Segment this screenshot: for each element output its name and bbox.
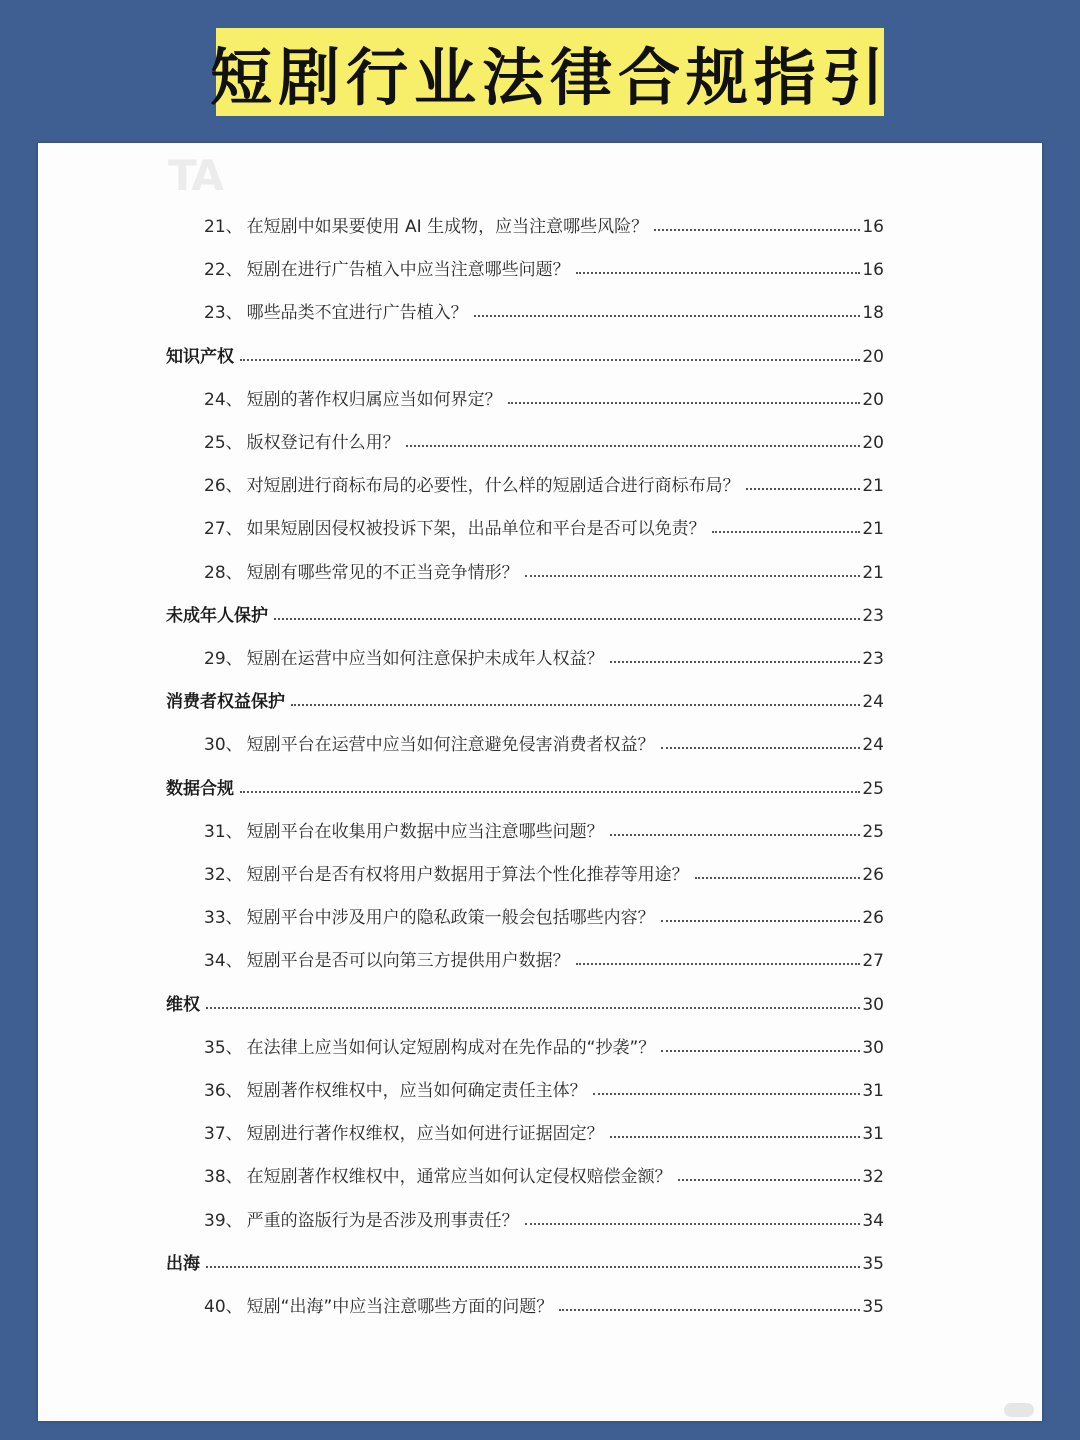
toc-item-number: 37、 bbox=[204, 1124, 243, 1145]
toc-leader-dots bbox=[576, 272, 860, 274]
toc-page-number: 20 bbox=[862, 389, 884, 410]
toc-page-number: 21 bbox=[862, 519, 884, 540]
toc-item-number: 27、 bbox=[204, 519, 243, 540]
toc-item-row bbox=[204, 250, 884, 280]
toc-item-title: 短剧在进行广告植入中应当注意哪些问题？ bbox=[246, 260, 570, 281]
toc-item-number: 24、 bbox=[204, 389, 243, 410]
toc-item-row bbox=[204, 812, 884, 842]
toc-item-row bbox=[204, 293, 884, 323]
toc-item-title: 短剧平台在运营中应当如何注意避免侵害消费者权益？ bbox=[246, 735, 655, 756]
toc-section-title: 出海 bbox=[166, 1253, 200, 1274]
toc-item-row bbox=[204, 725, 884, 755]
toc-leader-dots bbox=[661, 1050, 860, 1052]
toc-page-number: 35 bbox=[862, 1297, 884, 1317]
toc-page-number: 34 bbox=[862, 1210, 884, 1231]
toc-item-number: 36、 bbox=[204, 1081, 243, 1101]
toc-item-row bbox=[204, 553, 884, 583]
toc-item-row bbox=[204, 1071, 884, 1101]
toc-section-row bbox=[166, 682, 884, 712]
toc-item-number: 34、 bbox=[204, 951, 243, 972]
toc-leader-dots bbox=[291, 704, 860, 706]
toc-leader-dots bbox=[240, 791, 860, 793]
toc-page-number: 20 bbox=[862, 346, 884, 367]
page-title: 短剧行业法律合规指引 bbox=[210, 40, 891, 114]
toc-page-number: 30 bbox=[862, 994, 884, 1015]
toc-leader-dots bbox=[559, 1309, 860, 1311]
toc-leader-dots bbox=[610, 1136, 860, 1138]
toc-item-title: 如果短剧因侵权被投诉下架，出品单位和平台是否可以免责？ bbox=[246, 519, 706, 540]
toc-item-title: 短剧平台是否有权将用户数据用于算法个性化推荐等用途？ bbox=[246, 865, 689, 885]
toc-leader-dots bbox=[525, 1223, 860, 1225]
toc-leader-dots bbox=[274, 618, 860, 620]
toc-page-number: 31 bbox=[862, 1081, 884, 1101]
toc-section-title: 数据合规 bbox=[166, 778, 234, 799]
toc-page-number: 24 bbox=[862, 735, 884, 756]
toc-leader-dots bbox=[474, 315, 860, 317]
toc-item-title: 短剧“出海”中应当注意哪些方面的问题？ bbox=[246, 1297, 554, 1317]
toc-item-number: 35、 bbox=[204, 1037, 243, 1058]
toc-item-number: 38、 bbox=[204, 1167, 243, 1188]
toc-page-number: 35 bbox=[862, 1253, 884, 1274]
toc-section-row bbox=[166, 769, 884, 799]
toc-leader-dots bbox=[746, 488, 860, 490]
toc-section-row bbox=[166, 985, 884, 1015]
toc-leader-dots bbox=[712, 531, 860, 533]
toc-item-row bbox=[204, 380, 884, 410]
toc-item-number: 30、 bbox=[204, 735, 243, 756]
toc-item-number: 22、 bbox=[204, 260, 243, 281]
toc-item-title: 短剧在运营中应当如何注意保护未成年人权益？ bbox=[246, 649, 604, 669]
toc-page-number: 26 bbox=[862, 908, 884, 929]
toc-page-number: 21 bbox=[862, 562, 884, 583]
toc-leader-dots bbox=[654, 229, 860, 231]
toc-page-number: 24 bbox=[862, 692, 884, 713]
toc-item-number: 32、 bbox=[204, 865, 243, 885]
toc-leader-dots bbox=[678, 1179, 860, 1181]
toc-item-title: 在短剧著作权维权中，通常应当如何认定侵权赔偿金额？ bbox=[246, 1167, 672, 1188]
toc-page-number: 31 bbox=[862, 1124, 884, 1145]
toc-page-number: 23 bbox=[862, 649, 884, 669]
toc-section-title: 未成年人保护 bbox=[166, 605, 268, 626]
toc-item-title: 短剧平台中涉及用户的隐私政策一般会包括哪些内容？ bbox=[246, 908, 655, 929]
toc-leader-dots bbox=[240, 359, 860, 361]
toc-section-row bbox=[166, 1244, 884, 1274]
toc-item-row bbox=[204, 1287, 884, 1317]
toc-item-title: 严重的盗版行为是否涉及刑事责任？ bbox=[246, 1210, 519, 1231]
toc-item-title: 短剧有哪些常见的不正当竞争情形？ bbox=[246, 562, 519, 583]
toc-item-title: 短剧平台是否可以向第三方提供用户数据？ bbox=[246, 951, 570, 972]
toc-item-row bbox=[204, 1157, 884, 1187]
toc-page-number: 32 bbox=[862, 1167, 884, 1188]
toc-page-number: 23 bbox=[862, 605, 884, 626]
toc-section-title: 消费者权益保护 bbox=[166, 692, 285, 713]
toc-page-number: 16 bbox=[862, 260, 884, 281]
toc-leader-dots bbox=[206, 1266, 860, 1268]
page-corner-mark: TA bbox=[168, 151, 222, 200]
toc-page-number: 16 bbox=[862, 217, 884, 237]
toc-item-title: 短剧进行著作权维权，应当如何进行证据固定？ bbox=[246, 1124, 604, 1145]
toc-leader-dots bbox=[661, 920, 860, 922]
toc-item-number: 29、 bbox=[204, 649, 243, 669]
toc-item-row bbox=[204, 855, 884, 885]
toc-page-number: 25 bbox=[862, 821, 884, 842]
toc-leader-dots bbox=[695, 877, 860, 879]
toc-page-number: 27 bbox=[862, 951, 884, 972]
toc-item-number: 40、 bbox=[204, 1297, 243, 1317]
toc-page-number: 30 bbox=[862, 1037, 884, 1058]
toc-item-row bbox=[204, 1114, 884, 1144]
toc-page-number: 20 bbox=[862, 433, 884, 453]
toc-leader-dots bbox=[661, 747, 860, 749]
toc-item-row bbox=[204, 1028, 884, 1058]
toc-item-number: 23、 bbox=[204, 303, 243, 324]
toc-leader-dots bbox=[406, 445, 860, 447]
toc-item-number: 28、 bbox=[204, 562, 243, 583]
toc-item-row bbox=[204, 207, 884, 237]
toc-item-title: 短剧著作权维权中，应当如何确定责任主体？ bbox=[246, 1081, 587, 1101]
toc-item-number: 21、 bbox=[204, 217, 243, 237]
toc-item-row bbox=[204, 466, 884, 496]
toc-section-title: 维权 bbox=[166, 994, 200, 1015]
watermark-badge bbox=[1004, 1403, 1034, 1417]
toc-page-number: 21 bbox=[862, 476, 884, 497]
toc-item-number: 39、 bbox=[204, 1210, 243, 1231]
toc-item-row bbox=[204, 1201, 884, 1231]
toc-page-number: 26 bbox=[862, 865, 884, 885]
toc-item-number: 31、 bbox=[204, 821, 243, 842]
toc-item-title: 在短剧中如果要使用 AI 生成物，应当注意哪些风险？ bbox=[246, 217, 649, 237]
toc-page-number: 25 bbox=[862, 778, 884, 799]
toc-item-row bbox=[204, 639, 884, 669]
toc-section-title: 知识产权 bbox=[166, 346, 234, 367]
toc-item-row bbox=[204, 509, 884, 539]
toc-section-row bbox=[166, 596, 884, 626]
toc-item-row bbox=[204, 423, 884, 453]
toc-leader-dots bbox=[206, 1007, 860, 1009]
toc-item-title: 在法律上应当如何认定短剧构成对在先作品的“抄袭”？ bbox=[246, 1037, 656, 1058]
toc-item-row bbox=[204, 941, 884, 971]
toc-page-number: 18 bbox=[862, 303, 884, 324]
toc-item-title: 哪些品类不宜进行广告植入？ bbox=[246, 303, 468, 324]
toc-item-title: 对短剧进行商标布局的必要性，什么样的短剧适合进行商标布局？ bbox=[246, 476, 740, 497]
toc-item-number: 26、 bbox=[204, 476, 243, 497]
toc-item-title: 短剧的著作权归属应当如何界定？ bbox=[246, 389, 502, 410]
document-page bbox=[38, 143, 1042, 1421]
toc-leader-dots bbox=[508, 402, 860, 404]
toc-leader-dots bbox=[593, 1093, 860, 1095]
toc-item-row bbox=[204, 898, 884, 928]
toc-item-title: 短剧平台在收集用户数据中应当注意哪些问题？ bbox=[246, 821, 604, 842]
toc-leader-dots bbox=[610, 661, 860, 663]
toc-item-title: 版权登记有什么用？ bbox=[246, 433, 400, 453]
toc-leader-dots bbox=[525, 575, 860, 577]
toc-item-number: 33、 bbox=[204, 908, 243, 929]
toc-section-row bbox=[166, 337, 884, 367]
toc-item-number: 25、 bbox=[204, 433, 243, 453]
toc-leader-dots bbox=[576, 963, 860, 965]
toc-leader-dots bbox=[610, 834, 860, 836]
title-banner bbox=[210, 28, 891, 116]
